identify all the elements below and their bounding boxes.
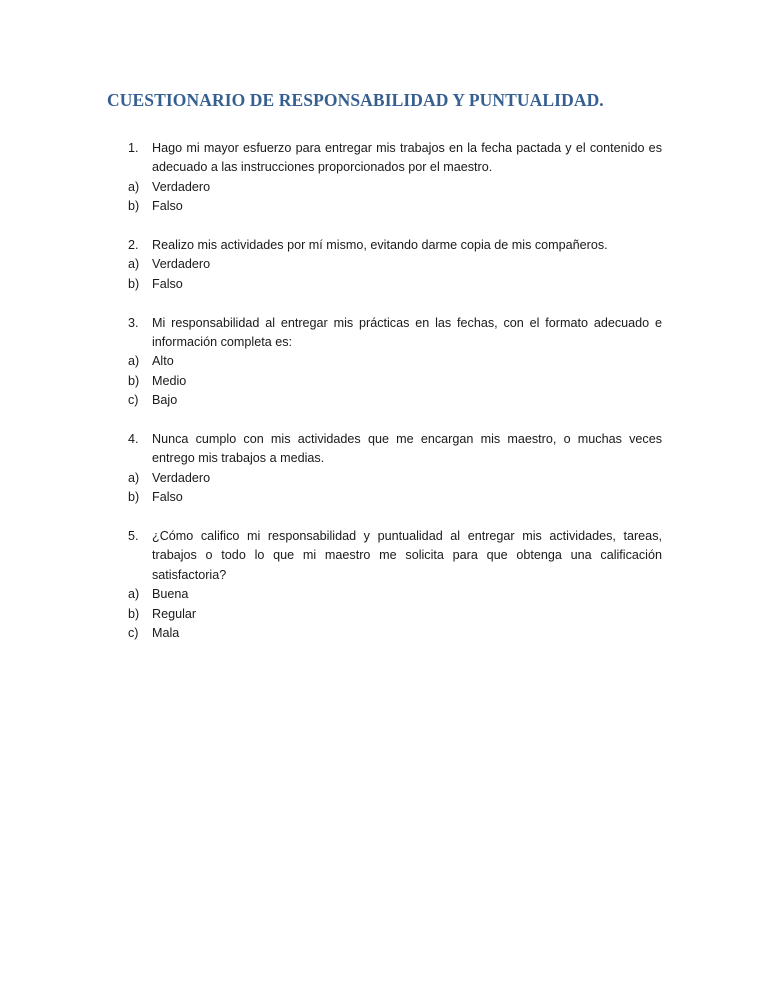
question-number: 2. <box>128 238 139 253</box>
question-text: Realizo mis actividades por mí mismo, evitando darme copia de mis compañeros. <box>152 238 608 253</box>
option-text: Verdadero <box>152 470 211 485</box>
answer-option <box>122 255 662 274</box>
option-letter: c) <box>128 393 139 408</box>
question-item <box>122 527 662 643</box>
question-line <box>122 430 662 469</box>
answer-option <box>122 197 662 216</box>
question-text: Hago mi mayor esfuerzo para entregar mis trabajos en la fecha pactada y el contenido es adecuado a las instrucciones proporcionados por el maestro. <box>152 141 662 175</box>
question-item <box>122 430 662 508</box>
option-text: Falso <box>152 276 183 291</box>
question-number: 4. <box>128 432 139 447</box>
answer-option <box>122 624 662 643</box>
option-text: Verdadero <box>152 179 211 194</box>
option-text: Alto <box>152 354 174 369</box>
answer-option <box>122 469 662 488</box>
option-letter: c) <box>128 626 139 641</box>
option-letter: a) <box>128 470 140 485</box>
option-text: Regular <box>152 606 197 621</box>
question-line <box>122 314 662 353</box>
option-text: Falso <box>152 199 183 214</box>
option-letter: b) <box>128 606 140 621</box>
question-number: 3. <box>128 315 139 330</box>
answer-option <box>122 275 662 294</box>
option-text: Bajo <box>152 393 178 408</box>
answer-option <box>122 391 662 410</box>
option-text: Verdadero <box>152 257 211 272</box>
option-letter: a) <box>128 257 140 272</box>
question-line <box>122 139 662 178</box>
answer-options <box>122 352 662 410</box>
answer-option <box>122 605 662 624</box>
option-letter: a) <box>128 587 140 602</box>
question-number: 5. <box>128 529 139 544</box>
answer-option <box>122 488 662 507</box>
answer-option <box>122 372 662 391</box>
answer-option <box>122 178 662 197</box>
option-text: Buena <box>152 587 189 602</box>
question-item <box>122 236 662 294</box>
option-letter: b) <box>128 199 140 214</box>
answer-option <box>122 352 662 371</box>
option-text: Falso <box>152 490 183 505</box>
question-line <box>122 527 662 585</box>
answer-options <box>122 178 662 217</box>
question-list <box>122 139 662 663</box>
option-letter: a) <box>128 179 140 194</box>
question-text: ¿Cómo califico mi responsabilidad y puntualidad al entregar mis actividades, tareas, trabajos o todo lo que mi maestro me solicita para que obtenga una calificación satisfactoria? <box>152 529 662 582</box>
question-item <box>122 314 662 411</box>
option-letter: b) <box>128 490 140 505</box>
question-text: Nunca cumplo con mis actividades que me encargan mis maestro, o muchas veces entrego mis trabajos a medias. <box>152 432 662 466</box>
question-line <box>122 236 662 255</box>
question-number: 1. <box>128 141 139 155</box>
answer-options <box>122 255 662 294</box>
option-letter: a) <box>128 354 140 369</box>
answer-options <box>122 585 662 643</box>
document-title: CUESTIONARIO DE RESPONSABILIDAD Y PUNTUALIDAD. <box>107 90 604 110</box>
question-item <box>122 139 662 217</box>
answer-option <box>122 585 662 604</box>
option-letter: b) <box>128 276 140 291</box>
option-text: Mala <box>152 626 180 641</box>
option-text: Medio <box>152 373 187 388</box>
option-letter: b) <box>128 373 140 388</box>
answer-options <box>122 469 662 508</box>
question-text: Mi responsabilidad al entregar mis prácticas en las fechas, con el formato adecuado e información completa es: <box>152 315 662 350</box>
